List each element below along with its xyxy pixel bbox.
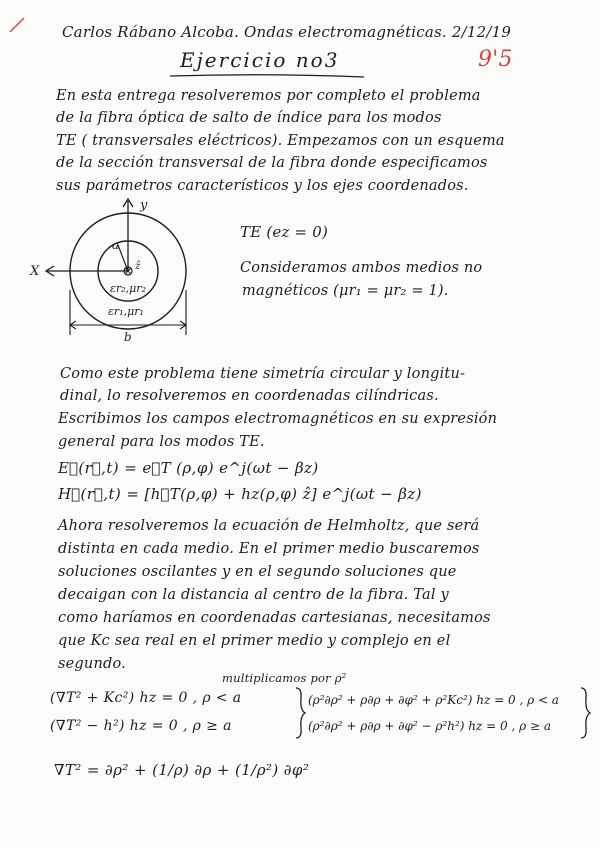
fiber-cross-section-diagram <box>28 195 228 345</box>
helmholtz-line: como haríamos en coordenadas cartesianas, necesitamos <box>58 610 491 626</box>
helmholtz-line: Ahora resolveremos la ecuación de Helmholtz, que será <box>58 518 480 534</box>
body-line: Como este problema tiene simetría circular y longitu- <box>60 366 466 382</box>
helmholtz-line: segundo. <box>58 656 126 672</box>
body-line: Escribimos los campos electromagnéticos en su expresión <box>58 411 498 427</box>
helmholtz-line: soluciones oscilantes y en el segundo soluciones que <box>58 564 457 580</box>
magnetic-field-equation: H⃗(r⃗,t) = [h⃗T(ρ,φ) + hz(ρ,φ) ẑ] e^j(ωt − βz) <box>58 485 422 503</box>
te-condition: TE (ez = 0) <box>240 223 329 241</box>
left-curly-brace <box>293 686 307 740</box>
cylindrical-core-equation: (ρ²∂ρ² + ρ∂ρ + ∂φ² + ρ²Kc²) hz = 0 , ρ < a <box>308 693 559 707</box>
intro-line: sus parámetros característicos y los ejes coordenados. <box>56 178 469 194</box>
helmholtz-line: decaigan con la distancia al centro de la fibra. Tal y <box>58 587 449 603</box>
side-note-line: Consideramos ambos medios no <box>240 260 483 276</box>
intro-line: En esta entrega resolveremos por completo el problema <box>56 88 481 104</box>
side-note-line: magnéticos (μr₁ = μr₂ = 1). <box>242 283 449 299</box>
helmholtz-line: distinta en cada medio. En el primer medio buscaremos <box>58 541 480 557</box>
helmholtz-line: que Kc sea real en el primer medio y complejo en el <box>58 633 451 649</box>
helmholtz-core-equation: (∇T² + Kc²) hz = 0 , ρ < a <box>50 690 242 706</box>
cylindrical-cladding-equation: (ρ²∂ρ² + ρ∂ρ + ∂φ² − ρ²h²) hz = 0 , ρ ≥ a <box>308 719 552 733</box>
grade-mark: 9'5 <box>478 47 513 72</box>
z-axis-label: ẑ <box>135 261 141 272</box>
cladding-parameters-label: εr₁,μr₁ <box>108 305 144 318</box>
right-curly-brace <box>578 686 592 740</box>
intro-line: de la sección transversal de la fibra donde especificamos <box>56 155 488 171</box>
multiply-note: multiplicamos por ρ² <box>222 671 347 685</box>
helmholtz-cladding-equation: (∇T² − h²) hz = 0 , ρ ≥ a <box>50 718 232 734</box>
header-line: Carlos Rábano Alcoba. Ondas electromagnéticas. 2/12/19 <box>62 23 512 41</box>
electric-field-equation: E⃗(r⃗,t) = e⃗T (ρ,φ) e^j(ωt − βz) <box>58 459 319 477</box>
transverse-laplacian: ∇T² = ∂ρ² + (1/ρ) ∂ρ + (1/ρ²) ∂φ² <box>54 761 310 779</box>
intro-line: TE ( transversales eléctricos). Empezamos con un esquema <box>56 133 505 149</box>
title-underline <box>168 72 368 80</box>
exercise-title: Ejercicio no3 <box>180 48 340 72</box>
x-axis-label: X <box>30 264 40 279</box>
y-axis-label: y <box>140 198 148 213</box>
diameter-b-label: b <box>124 330 132 344</box>
body-line: general para los modos TE. <box>58 434 265 450</box>
core-parameters-label: εr₂,μr₂ <box>110 282 146 295</box>
radius-a-label: a <box>112 238 120 252</box>
body-line: dinal, lo resolveremos en coordenadas cilíndricas. <box>60 388 439 404</box>
red-tick-mark <box>8 14 28 34</box>
intro-line: de la fibra óptica de salto de índice para los modos <box>56 110 442 126</box>
